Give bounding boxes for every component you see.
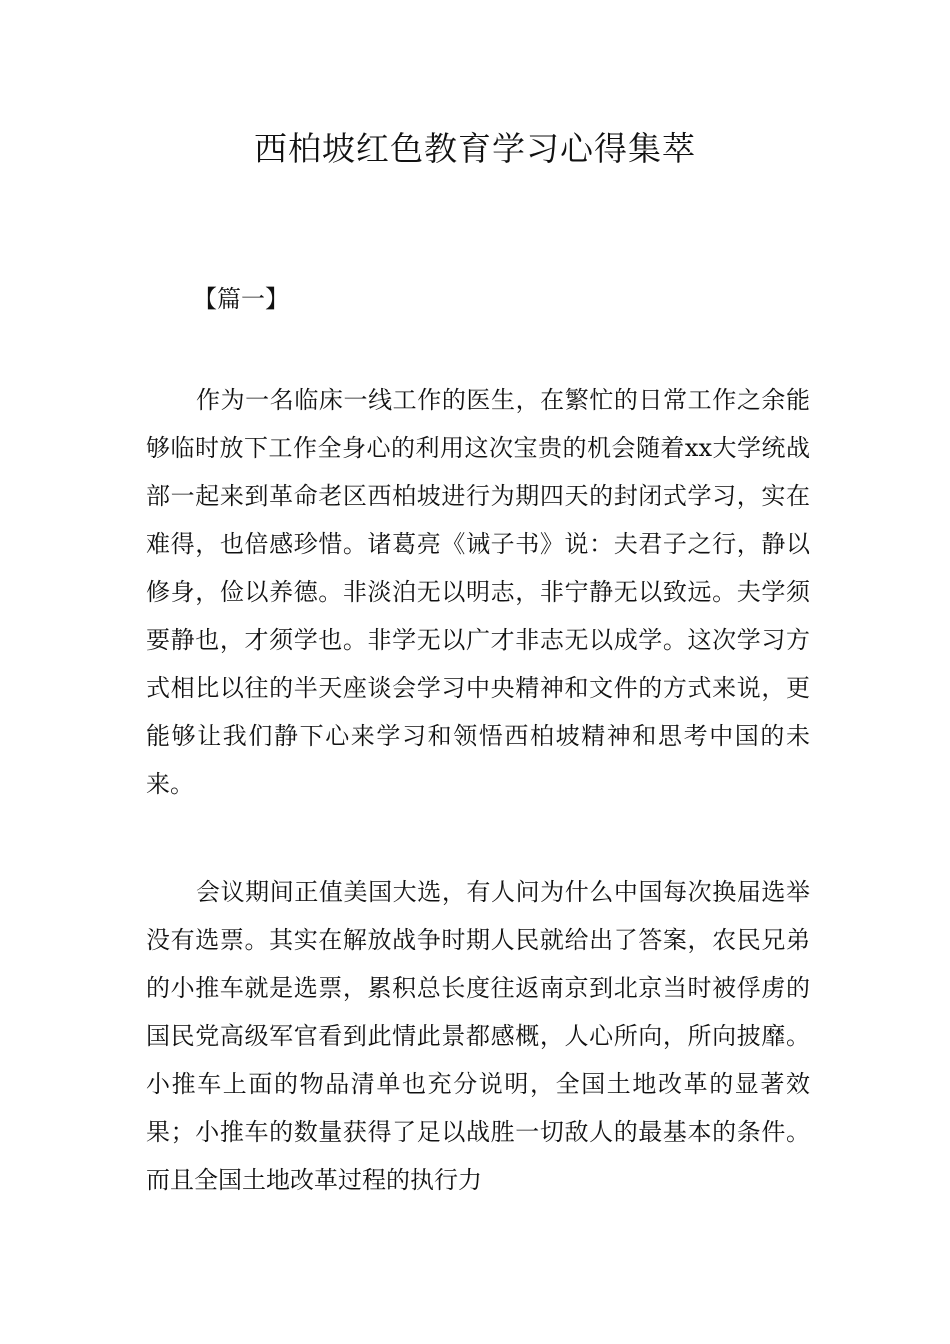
document-title: 西柏坡红色教育学习心得集萃 <box>254 129 696 168</box>
paragraph-1: 作为一名临床一线工作的医生，在繁忙的日常工作之余能够临时放下工作全身心的利用这次宝贵的机会随着xx大学统战部一起来到革命老区西柏坡进行为期四天的封闭式学习，实在难得，也倍感珍惜。诸葛亮《诫子书》说：夫君子之行，静以修身，俭以养德。非淡泊无以明志，非宁静无以致远。夫学须要静也，才须学也。非学无以广才非志无以成学。这次学习方式相比以往的半天座谈会学习中央精神和文件的方式来说，更能够让我们静下心来学习和领悟西柏坡精神和思考中国的未来。 <box>146 386 810 798</box>
section-label: 【篇一】 <box>193 285 289 313</box>
paragraph-2: 会议期间正值美国大选，有人问为什么中国每次换届选举没有选票。其实在解放战争时期人民就给出了答案，农民兄弟的小推车就是选票，累积总长度往返南京到北京当时被俘虏的国民党高级军官看到此情此景都感概，人心所向，所向披靡。小推车上面的物品清单也充分说明，全国土地改革的显著效果；小推车的数量获得了足以战胜一切敌人的最基本的条件。而且全国土地改革过程的执行力 <box>146 878 810 1194</box>
